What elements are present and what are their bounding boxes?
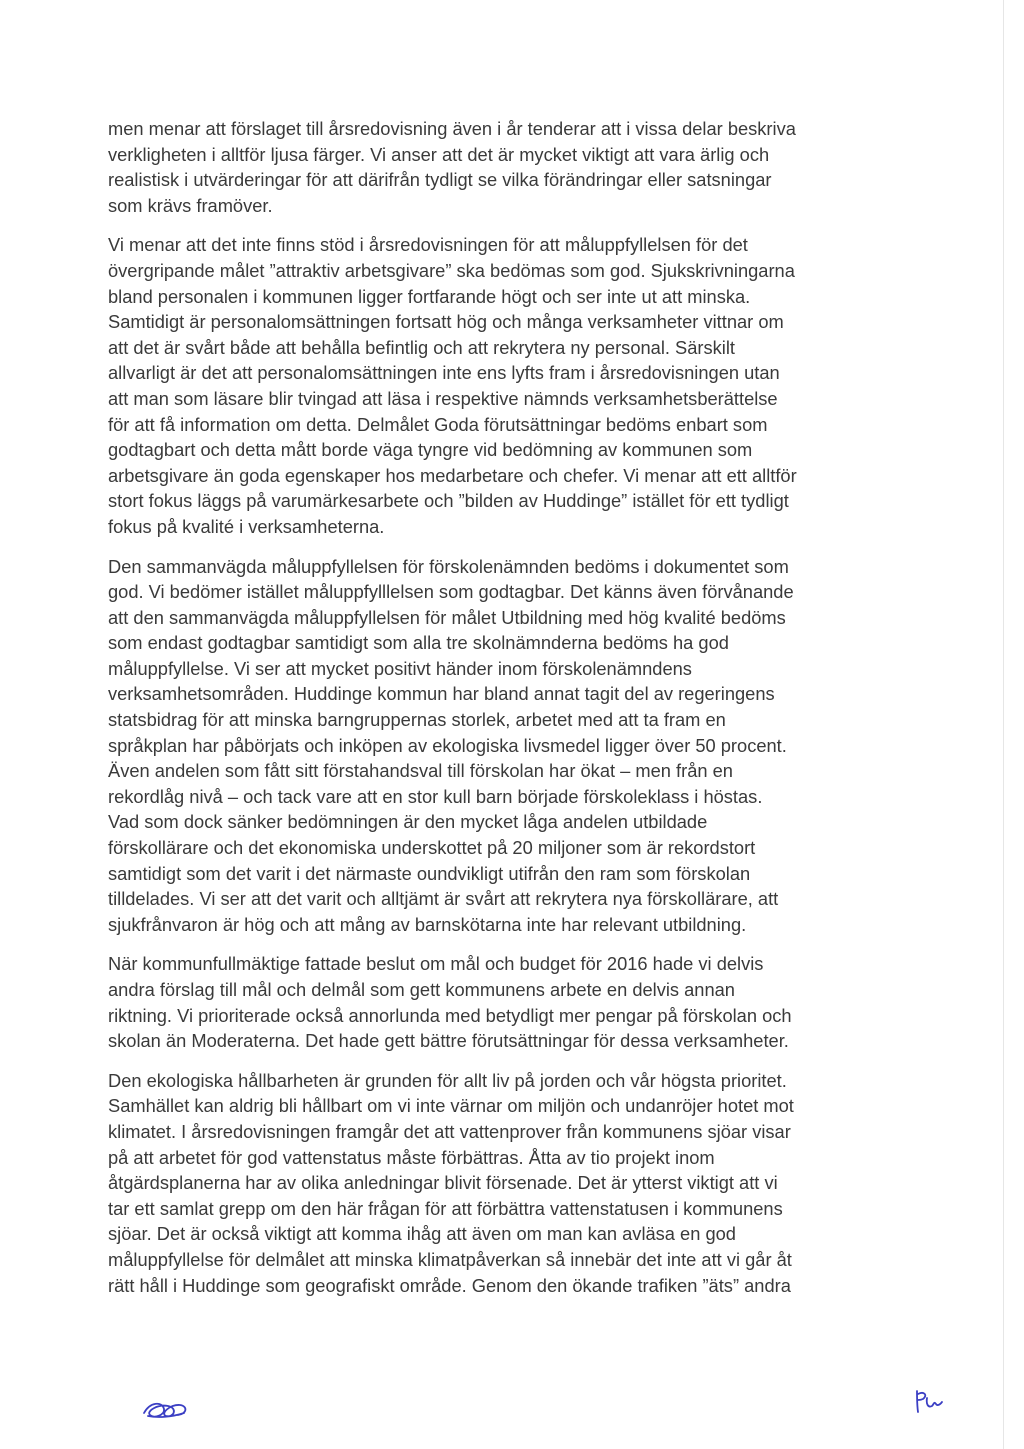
text-line: stort fokus läggs på varumärkesarbete och ”bilden av Huddinge” istället för ett tydligt: [108, 490, 789, 512]
text-line: godtagbart och detta mått borde väga tyngre vid bedömning av kommunen som: [108, 439, 753, 461]
text-line: att den sammanvägda måluppfyllelsen för målet Utbildning med hög kvalité bedöms: [108, 606, 786, 628]
text-line: att det är svårt både att behålla befintlig och att rekrytera ny personal. Särskilt: [108, 336, 735, 358]
text-line: sjöar. Det är också viktigt att komma ihåg att även om man kan avläsa en god: [108, 1223, 736, 1245]
text-line: bland personalen i kommunen ligger fortfarande högt och ser inte ut att minska.: [108, 285, 751, 307]
document-body: [108, 116, 898, 1298]
text-line: för att få information om detta. Delmålet Goda förutsättningar bedöms enbart som: [108, 413, 768, 435]
text-line: verkligheten i alltför ljusa färger. Vi anser att det är mycket viktigt att vara ärlig och: [108, 143, 770, 165]
text-line: åtgärdsplanerna har av olika anledningar blivit försenade. Det är ytterst viktigt att vi: [108, 1172, 778, 1194]
text-line: rätt håll i Huddinge som geografiskt område. Genom den ökande trafiken ”äts” andra: [108, 1274, 791, 1296]
text-line: verksamhetsområden. Huddinge kommun har bland annat tagit del av regeringens: [108, 683, 775, 705]
text-line: Den sammanvägda måluppfyllelsen för förskolenämnden bedöms i dokumentet som: [108, 555, 789, 577]
text-line: arbetsgivare än goda egenskaper hos medarbetare och chefer. Vi menar att ett alltför: [108, 464, 797, 486]
handwritten-initials-icon: [140, 1396, 192, 1422]
text-line: Samtidigt är personalomsättningen fortsatt hög och många verksamheter vittnar om: [108, 311, 784, 333]
text-line: klimatet. I årsredovisningen framgår det att vattenprover från kommunens sjöar visar: [108, 1120, 791, 1142]
paragraph: [108, 232, 898, 539]
text-line: När kommunfullmäktige fattade beslut om mål och budget för 2016 hade vi delvis: [108, 953, 764, 975]
text-line: god. Vi bedömer istället måluppfylllelsen som godtagbar. Det känns även förvånande: [108, 581, 794, 603]
text-line: måluppfyllelse för delmålet att minska klimatpåverkan så innebär det inte att vi går åt: [108, 1248, 792, 1270]
text-line: riktning. Vi prioriterade också annorlunda med betydligt mer pengar på förskolan och: [108, 1004, 792, 1026]
text-line: rekordlåg nivå – och tack vare att en stor kull barn började förskoleklass i höstas.: [108, 785, 763, 807]
text-line: Samhället kan aldrig bli hållbart om vi inte värnar om miljön och undanröjer hotet mot: [108, 1095, 794, 1117]
text-line: Även andelen som fått sitt förstahandsval till förskolan har ökat – men från en: [108, 760, 733, 782]
text-line: realistisk i utvärderingar för att därifrån tydligt se vilka förändringar eller satsningar: [108, 169, 772, 191]
text-line: som endast godtagbar samtidigt som alla tre skolnämnderna bedöms ha god: [108, 632, 729, 654]
text-line: förskollärare och det ekonomiska underskottet på 20 miljoner som är rekordstort: [108, 837, 756, 859]
text-line: övergripande målet ”attraktiv arbetsgivare” ska bedömas som god. Sjukskrivningarna: [108, 259, 795, 281]
text-line: andra förslag till mål och delmål som gett kommunens arbete en delvis annan: [108, 979, 735, 1000]
text-line: måluppfyllelse. Vi ser att mycket positivt händer inom förskolenämndens: [108, 657, 692, 679]
page-edge-divider: [1003, 0, 1004, 1449]
text-line: på att arbetet för god vattenstatus måste förbättras. Åtta av tio projekt inom: [108, 1146, 715, 1168]
paragraph: [108, 951, 898, 1053]
text-line: men menar att förslaget till årsredovisning även i år tenderar att i vissa delar beskriva: [108, 118, 796, 139]
paragraph: [108, 116, 898, 218]
text-line: skolan än Moderaterna. Det hade gett bättre förutsättningar för dessa verksamheter.: [108, 1030, 789, 1052]
text-line: att man som läsare blir tvingad att läsa i respektive nämnds verksamhetsberättelse: [108, 387, 778, 409]
text-line: som krävs framöver.: [108, 194, 273, 216]
text-line: fokus på kvalité i verksamheterna.: [108, 515, 385, 537]
text-line: tar ett samlat grepp om den här frågan för att förbättra vattenstatusen i kommunens: [108, 1197, 783, 1219]
text-line: tilldelades. Vi ser att det varit och alltjämt är svårt att rekrytera nya förskollärare, att: [108, 888, 779, 910]
handwritten-initials-icon: [912, 1388, 946, 1414]
text-line: samtidigt som det varit i det närmaste oundvikligt utifrån den ram som förskolan: [108, 862, 751, 884]
text-line: sjukfrånvaron är hög och att mång av barnskötarna inte har relevant utbildning.: [108, 913, 747, 935]
text-line: allvarligt är det att personalomsättningen inte ens lyfts fram i årsredovisningen utan: [108, 362, 780, 384]
paragraph: [108, 554, 898, 938]
text-line: Vad som dock sänker bedömningen är den mycket låga andelen utbildade: [108, 811, 708, 833]
text-line: statsbidrag för att minska barngruppernas storlek, arbetet med att ta fram en: [108, 709, 726, 731]
text-line: Den ekologiska hållbarheten är grunden för allt liv på jorden och vår högsta prioritet.: [108, 1069, 787, 1091]
text-line: språkplan har påbörjats och inköpen av ekologiska livsmedel ligger över 50 procent.: [108, 734, 787, 756]
paragraph: [108, 1068, 898, 1298]
text-line: Vi menar att det inte finns stöd i årsredovisningen för att måluppfyllelsen för det: [108, 234, 748, 256]
